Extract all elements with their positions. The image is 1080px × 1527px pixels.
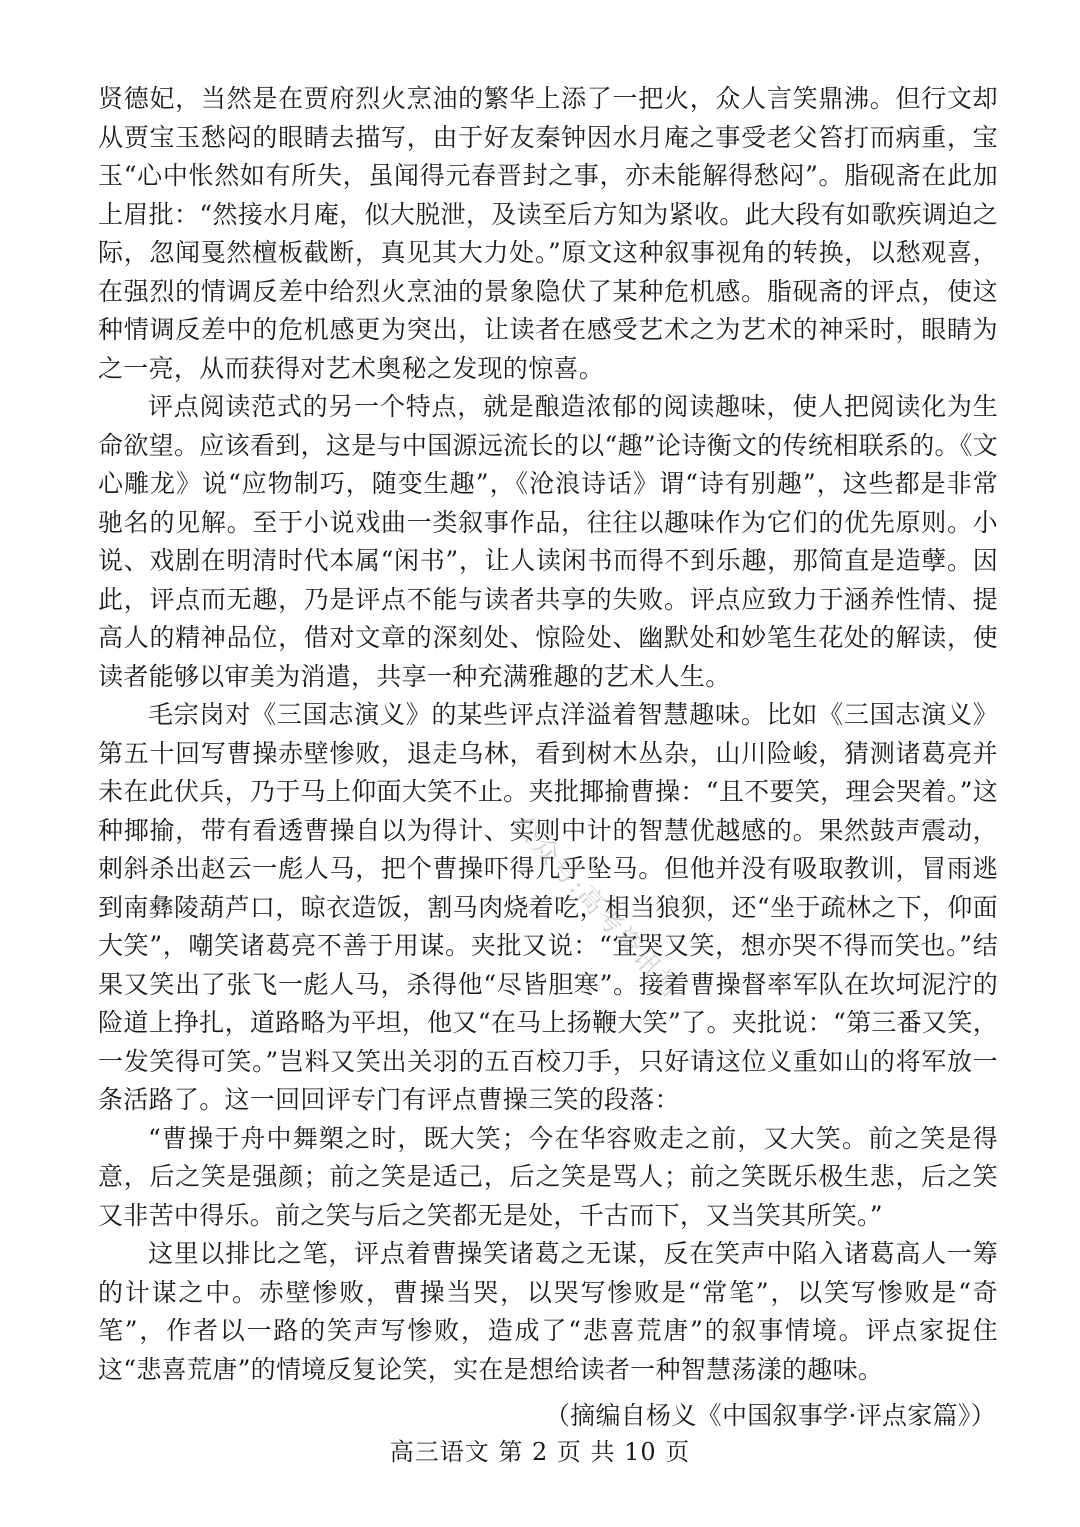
- source-citation: （摘编自杨义《中国叙事学·评点家篇》）: [544, 1401, 996, 1430]
- article-body: [98, 80, 998, 1436]
- paragraph-4: 这里以排比之笔，评点着曹操笑诸葛之无谋，反在笑声中陷入诸葛高人一筹的计谋之中。赤壁惨败，曹操当哭，以哭写惨败是“常笔”，以笑写惨败是“奇笔”，作者以一路的笑声写惨败，造成了“悲喜荒唐”的叙事情境。评点家捉住这“悲喜荒唐”的情境反复论笑，实在是想给读者一种智慧荡漾的趣味。: [98, 1239, 998, 1384]
- paragraph-1: 贤德妃，当然是在贾府烈火烹油的繁华上添了一把火，众人言笑鼎沸。但行文却从贾宝玉愁闷的眼睛去描写，由于好友秦钟因水月庵之事受老父笞打而病重，宝玉“心中怅然如有所失，虽闻得元春晋封之事，亦未能解得愁闷”。脂砚斋在此加上眉批：“然接水月庵，似大脱泄，及读至后方知为紧收。此大段有如歌疾调迫之际，忽闻戛然檀板截断，真见其大力处。”原文这种叙事视角的转换，以愁观喜，在强烈的情调反差中给烈火烹油的景象隐伏了某种危机感。脂砚斋的评点，使这种情调反差中的危机感更为突出，让读者在感受艺术之为艺术的神采时，眼睛为之一亮，从而获得对艺术奥秘之发现的惊喜。: [98, 84, 998, 383]
- paragraph-3: 毛宗岗对《三国志演义》的某些评点洋溢着智慧趣味。比如《三国志演义》第五十回写曹操赤壁惨败，退走乌林，看到树木丛杂，山川险峻，猜测诸葛亮并未在此伏兵，乃于马上仰面大笑不止。夹批揶揄曹操：“且不要笑，理会哭着。”这种揶揄，带有看透曹操自以为得计、实则中计的智慧优越感的。果然鼓声震动，刺斜杀出赵云一彪人马，把个曹操吓得几乎坠马。但他并没有吸取教训，冒雨逃到南彝陵葫芦口，晾衣造饭，割马肉烧着吃，相当狼狈，还“坐于疏林之下，仰面大笑”，嘲笑诸葛亮不善于用谋。夹批又说：“宜哭又笑，想亦哭不得而笑也。”结果又笑出了张飞一彪人马，杀得他“尽皆胆寒”。接着曹操督率军队在坎坷泥泞的险道上挣扎，道路略为平坦，他又“在马上扬鞭大笑”了。夹批说：“第三番又笑，一发笑得可笑。”岂料又笑出关羽的五百校刀手，只好请这位义重如山的将军放一条活路了。这一回回评专门有评点曹操三笑的段落：: [98, 700, 998, 1114]
- quoted-commentary: “曹操于舟中舞槊之时，既大笑；今在华容败走之前，又大笑。前之笑是得意，后之笑是强颜；前之笑是适己，后之笑是骂人；前之笑既乐极生悲，后之笑又非苦中得乐。前之笑与后之笑都无是处，千古而下，又当笑其所笑。”: [98, 1123, 998, 1230]
- paragraph-2: 评点阅读范式的另一个特点，就是酿造浓郁的阅读趣味，使人把阅读化为生命欲望。应该看到，这是与中国源远流长的以“趣”论诗衡文的传统相联系的。《文心雕龙》说“应物制巧，随变生趣”，《沧浪诗话》谓“诗有别趣”，这些都是非常驰名的见解。至于小说戏曲一类叙事作品，往往以趣味作为它们的优先原则。小说、戏剧在明清时代本属“闲书”，让人读闲书而得不到乐趣，那简直是造孽。因此，评点而无趣，乃是评点不能与读者共享的失败。评点应致力于涵养性情、提高人的精神品位，借对文章的深刻处、惊险处、幽默处和妙笔生花处的解读，使读者能够以审美为消遣，共享一种充满雅趣的艺术人生。: [98, 392, 998, 691]
- page-footer: 高三语文 第 2 页 共 10 页: [389, 1438, 691, 1466]
- watermark-text: 公众号:高考资讯站: [506, 810, 687, 1005]
